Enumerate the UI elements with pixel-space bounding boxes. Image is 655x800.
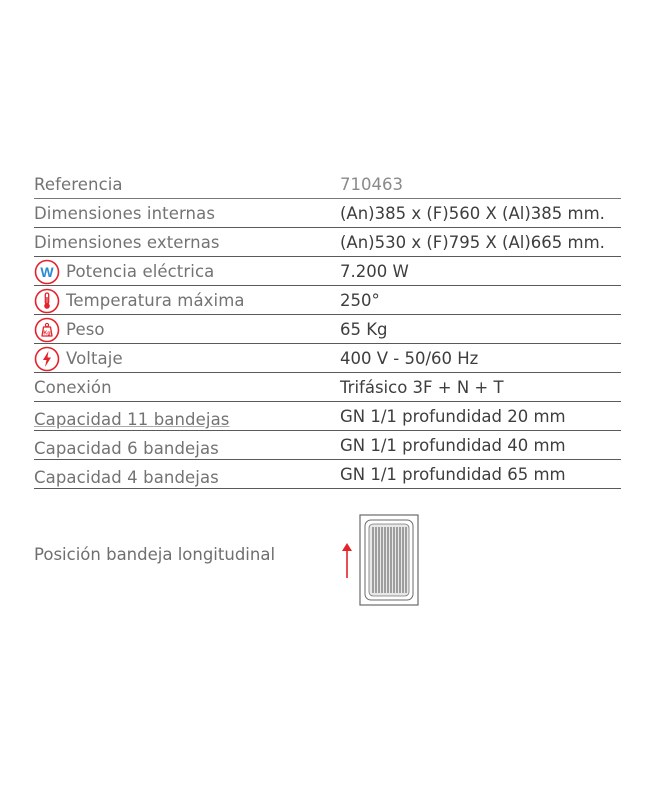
spec-row-capacidad-11 [34, 402, 621, 431]
spec-row-capacidad-4 [34, 460, 621, 489]
spec-label: Capacidad 6 bandejas [34, 439, 219, 458]
power-icon-letter: W [40, 264, 54, 280]
spec-label: Conexión [34, 378, 112, 397]
spec-label: Referencia [34, 175, 123, 194]
spec-row-conexion [34, 373, 621, 402]
spec-row-capacidad-6 [34, 431, 621, 460]
spec-label: Voltaje [66, 349, 123, 368]
spec-row-dimensiones-externas [34, 228, 621, 257]
spec-label: Dimensiones externas [34, 233, 220, 252]
spec-value: Trifásico 3F + N + T [340, 378, 504, 397]
spec-row-potencia [34, 257, 621, 286]
spec-value: (An)530 x (F)795 X (Al)665 mm. [340, 233, 605, 252]
spec-value: (An)385 x (F)560 X (Al)385 mm. [340, 204, 605, 223]
spec-row-temperatura [34, 286, 621, 315]
spec-value: GN 1/1 profundidad 65 mm [340, 465, 566, 484]
spec-value: 400 V - 50/60 Hz [340, 349, 479, 368]
weight-kg-icon [34, 317, 60, 343]
spec-value: 65 Kg [340, 320, 388, 339]
thermometer-icon [34, 288, 60, 314]
tray-position-label: Posición bandeja longitudinal [34, 545, 276, 564]
spec-label: Peso [66, 320, 105, 339]
spec-row-voltaje [34, 344, 621, 373]
spec-label [34, 410, 229, 429]
power-watt-icon [34, 259, 60, 285]
spec-table [34, 170, 621, 489]
spec-value: 710463 [340, 175, 403, 194]
tray-longitudinal-icon [359, 514, 419, 606]
spec-value: 7.200 W [340, 262, 409, 281]
arrow-up-icon [340, 541, 354, 579]
spec-label: Dimensiones internas [34, 204, 216, 223]
spec-row-peso [34, 315, 621, 344]
spec-value: GN 1/1 profundidad 40 mm [340, 436, 566, 455]
spec-label-text: Capacidad 11 bandejas [34, 410, 230, 429]
spec-label: Potencia eléctrica [66, 262, 215, 281]
spec-label: Temperatura máxima [66, 291, 245, 310]
weight-icon-label: Kg [43, 330, 51, 337]
spec-value: GN 1/1 profundidad 20 mm [340, 407, 566, 426]
spec-row-dimensiones-internas [34, 199, 621, 228]
spec-label: Capacidad 4 bandejas [34, 468, 219, 487]
spec-value: 250° [340, 291, 380, 310]
spec-row-referencia [34, 170, 621, 199]
voltage-bolt-icon [34, 346, 60, 372]
